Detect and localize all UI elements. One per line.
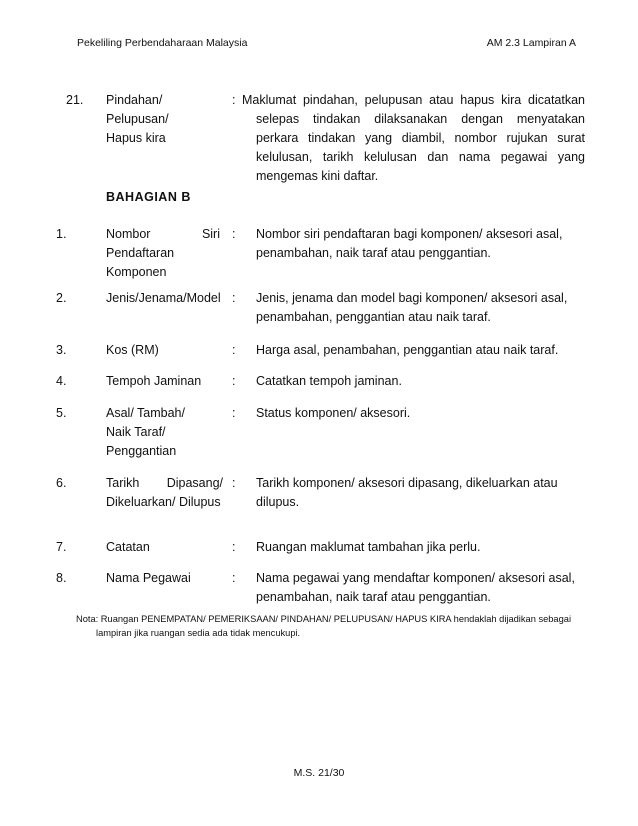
item-colon: : bbox=[232, 93, 236, 107]
item-label: Jenis/Jenama/Model bbox=[106, 291, 221, 305]
footnote bbox=[76, 612, 596, 640]
item-label-line: Naik Taraf/ bbox=[106, 425, 166, 439]
item-description: Jenis, jenama dan model bagi komponen/ aksesori asal, penambahan, penggantian atau naik taraf. bbox=[256, 291, 568, 324]
item-colon: : bbox=[232, 291, 236, 305]
item-label bbox=[106, 474, 224, 512]
item-colon: : bbox=[232, 406, 236, 420]
item-number: 8. bbox=[56, 571, 67, 585]
item-label-word: Nombor bbox=[106, 227, 151, 241]
item-label-word: Dipasang/ bbox=[166, 476, 223, 490]
item-description: Nama pegawai yang mendaftar komponen/ aksesori asal, penambahan, naik taraf atau penggantian. bbox=[256, 571, 575, 604]
page-number: M.S. 21/30 bbox=[293, 767, 345, 779]
page-header bbox=[77, 37, 576, 53]
item-description: Status komponen/ aksesori. bbox=[256, 406, 411, 420]
footnote-line: lampiran jika ruangan sedia ada tidak mencukupi. bbox=[96, 628, 301, 638]
item-number: 7. bbox=[56, 540, 67, 554]
item-label-line bbox=[106, 474, 223, 493]
item-label-line: Komponen bbox=[106, 265, 167, 279]
item-number: 3. bbox=[56, 343, 67, 357]
item-description-first-line: Maklumat pindahan, pelupusan atau hapus kira dicatatkan bbox=[242, 93, 585, 107]
item-label: Kos (RM) bbox=[106, 343, 159, 357]
item-label-line: Penggantian bbox=[106, 444, 177, 458]
item-colon: : bbox=[232, 571, 236, 585]
item-label: Tempoh Jaminan bbox=[106, 374, 202, 388]
item-number: 5. bbox=[56, 406, 67, 420]
item-colon: : bbox=[232, 476, 236, 490]
header-reference: AM 2.3 Lampiran A bbox=[486, 37, 576, 49]
item-number: 6. bbox=[56, 476, 67, 490]
item-label: Nama Pegawai bbox=[106, 571, 191, 585]
footnote-line: Nota: Ruangan PENEMPATAN/ PEMERIKSAAN/ PINDAHAN/ PELUPUSAN/ HAPUS KIRA hendaklah dijadikan sebagai bbox=[76, 614, 572, 624]
item-colon: : bbox=[232, 227, 236, 241]
item-number: 4. bbox=[56, 374, 67, 388]
item-label-line: Hapus kira bbox=[106, 131, 166, 145]
item-description-rest: selepas tindakan dilaksanakan dengan menyatakan perkara tindakan yang diambil, nombor rujukan surat kelulusan, tarikh kelulusan dan nama pegawai yang mengemas kini daftar. bbox=[256, 112, 585, 183]
item-description: Tarikh komponen/ aksesori dipasang, dikeluarkan atau dilupus. bbox=[256, 476, 558, 509]
item-colon: : bbox=[232, 374, 236, 388]
item-label bbox=[106, 91, 220, 148]
item-label-line: Pelupusan/ bbox=[106, 112, 169, 126]
item-label-line: Pendaftaran bbox=[106, 246, 175, 260]
item-label: Catatan bbox=[106, 540, 150, 554]
item-label-line bbox=[106, 225, 220, 244]
item-number: 2. bbox=[56, 291, 67, 305]
item-colon: : bbox=[232, 343, 236, 357]
item-number: 1. bbox=[56, 227, 67, 241]
section-heading: BAHAGIAN B bbox=[106, 190, 191, 204]
item-label-line: Pindahan/ bbox=[106, 93, 163, 107]
header-title: Pekeliling Perbendaharaan Malaysia bbox=[77, 37, 248, 49]
item-label-line: Asal/ Tambah/ bbox=[106, 406, 185, 420]
item-description: Nombor siri pendaftaran bagi komponen/ aksesori asal, penambahan, naik taraf atau penggantian. bbox=[256, 227, 563, 260]
item-description: Ruangan maklumat tambahan jika perlu. bbox=[256, 540, 481, 554]
item-label-line: Dikeluarkan/ Dilupus bbox=[106, 495, 221, 509]
item-label-word: Siri bbox=[201, 227, 220, 241]
item-number: 21. bbox=[66, 93, 84, 107]
item-label bbox=[106, 225, 220, 282]
item-label-word: Tarikh bbox=[106, 476, 140, 490]
item-description: Catatkan tempoh jaminan. bbox=[256, 374, 402, 388]
item-label bbox=[106, 404, 220, 461]
item-description: Harga asal, penambahan, penggantian atau naik taraf. bbox=[256, 343, 559, 357]
item-colon: : bbox=[232, 540, 236, 554]
item-description bbox=[242, 91, 585, 186]
